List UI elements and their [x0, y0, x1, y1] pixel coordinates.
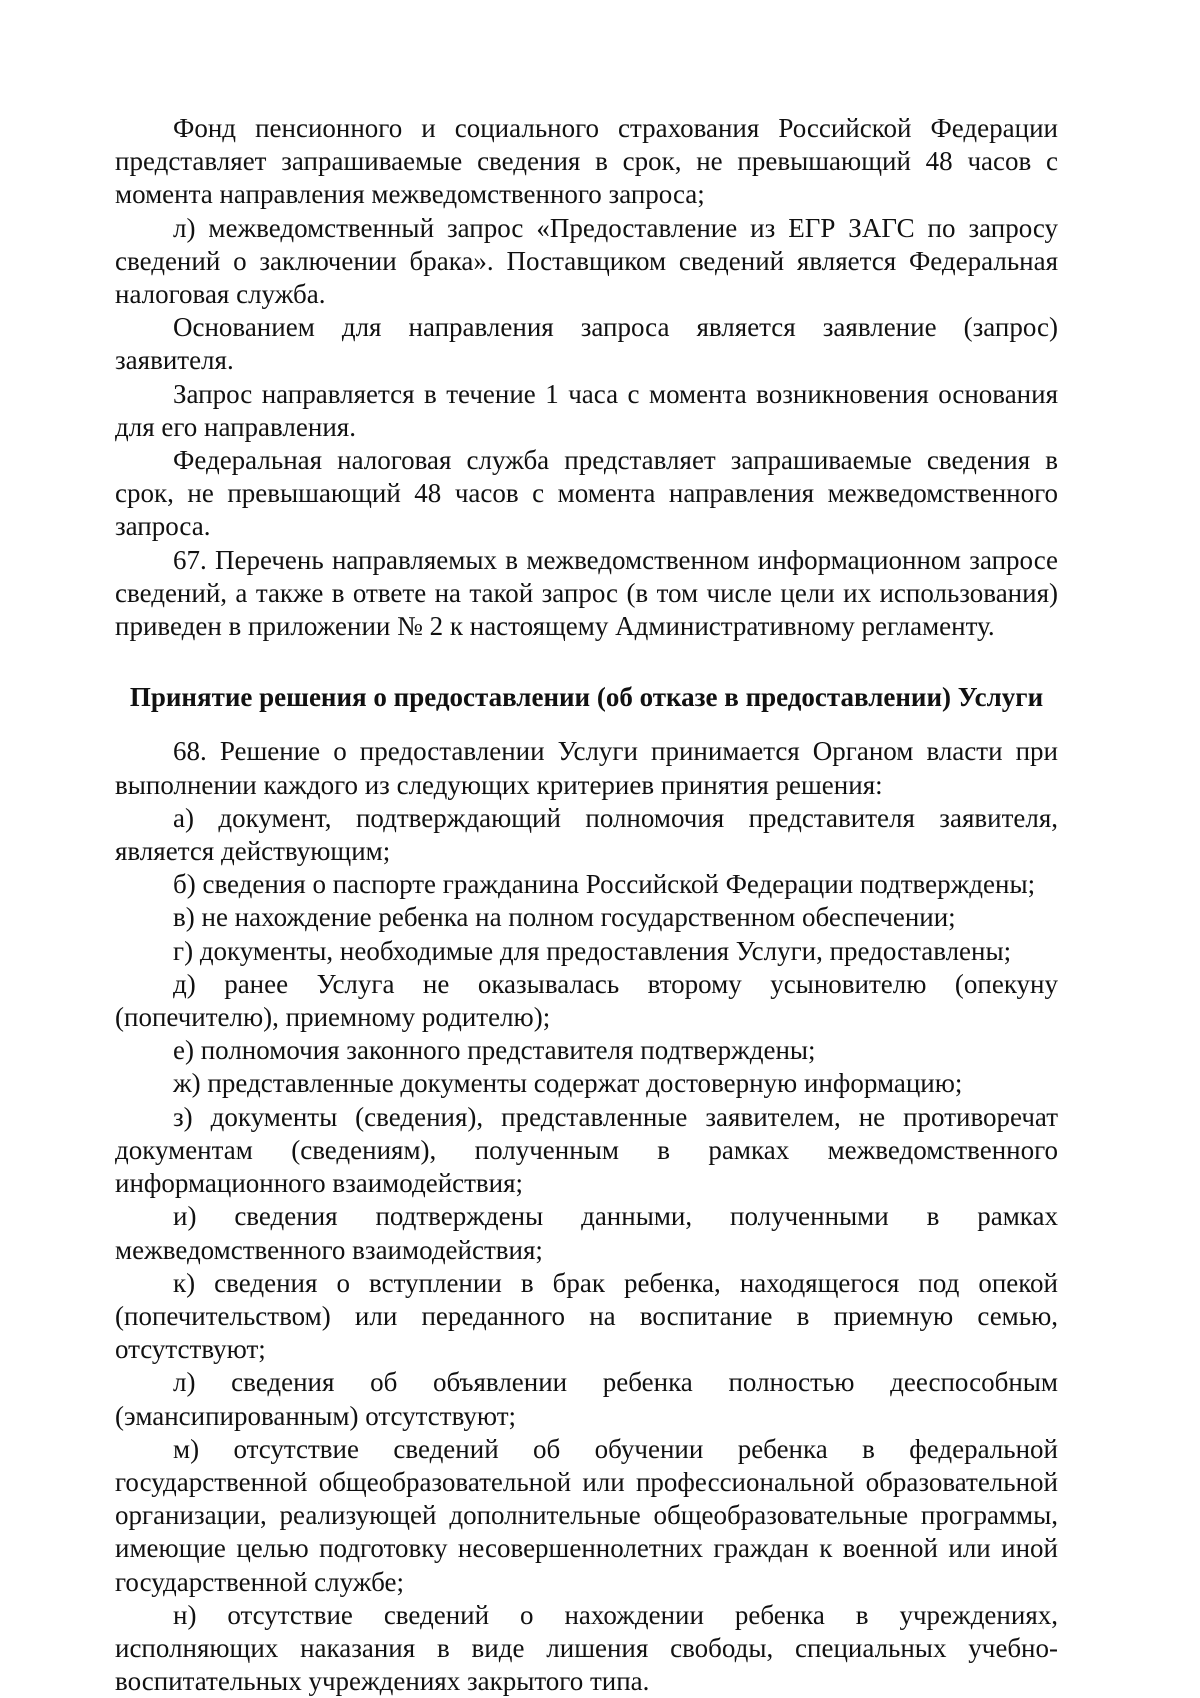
criterion-n: н) отсутствие сведений о нахождении ребенка в учреждениях, исполняющих наказания в виде лишения свободы, специальных учебно-воспитательных учреждениях закрытого типа. [115, 1599, 1058, 1697]
paragraph-item-l-marriage-request: л) межведомственный запрос «Предоставление из ЕГР ЗАГС по запросу сведений о заключении брака». Поставщиком сведений является Федеральная налоговая служба. [115, 212, 1058, 310]
document-page [115, 112, 1058, 1698]
criterion-e: е) полномочия законного представителя подтверждены; [173, 1035, 816, 1066]
paragraph-request-timing: Запрос направляется в течение 1 часа с момента возникновения основания для его направления. [115, 378, 1058, 442]
criterion-v: в) не нахождение ребенка на полном государственном обеспечении; [173, 902, 956, 933]
criterion-d: д) ранее Услуга не оказывалась второму усыновителю (опекуну (попечителю), приемному родителю); [115, 968, 1058, 1033]
paragraph-tax-service-deadline: Федеральная налоговая служба представляет запрашиваемые сведения в срок, не превышающий 48 часов с момента направления межведомственного запроса. [115, 445, 1058, 542]
criterion-b: б) сведения о паспорте гражданина Российской Федерации подтверждены; [173, 869, 1036, 900]
section-heading: Принятие решения о предоставлении (об отказе в предоставлении) Услуги [129, 682, 1044, 713]
criterion-a: а) документ, подтверждающий полномочия представителя заявителя, является действующим; [115, 802, 1058, 867]
criterion-i: и) сведения подтверждены данными, полученными в рамках межведомственного взаимодействия; [115, 1201, 1058, 1265]
criterion-zh: ж) представленные документы содержат достоверную информацию; [173, 1068, 963, 1099]
criterion-l: л) сведения об объявлении ребенка полностью дееспособным (эмансипированным) отсутствуют; [115, 1367, 1058, 1431]
paragraph-pension-fund-deadline: Фонд пенсионного и социального страхования Российской Федерации представляет запрашиваемые сведения в срок, не превышающий 48 часов с момента направления межведомственного запроса; [115, 113, 1058, 210]
paragraph-68-decision: 68. Решение о предоставлении Услуги принимается Органом власти при выполнении каждого из следующих критериев принятия решения: [115, 736, 1058, 800]
criterion-m: м) отсутствие сведений об обучении ребенка в федеральной государственной общеобразовательной или профессиональной образовательной организации, реализующей дополнительные общеобразовательные программы, имеющие целью подготовку несовершеннолетних граждан к военной или иной государственной службе; [115, 1433, 1058, 1597]
criterion-g: г) документы, необходимые для предоставления Услуги, предоставлены; [173, 935, 1012, 966]
paragraph-request-basis: Основанием для направления запроса является заявление (запрос) заявителя. [115, 312, 1058, 376]
paragraph-67-info-list: 67. Перечень направляемых в межведомственном информационном запросе сведений, а также в ответе на такой запрос (в том числе цели их использования) приведен в приложении № 2 к настоящему Административному регламенту. [115, 544, 1058, 642]
criterion-z: з) документы (сведения), представленные заявителем, не противоречат документам (сведениям), полученным в рамках межведомственного информационного взаимодействия; [115, 1101, 1058, 1199]
criterion-k: к) сведения о вступлении в брак ребенка, находящегося под опекой (попечительством) или переданного на воспитание в приемную семью, отсутствуют; [115, 1267, 1058, 1365]
